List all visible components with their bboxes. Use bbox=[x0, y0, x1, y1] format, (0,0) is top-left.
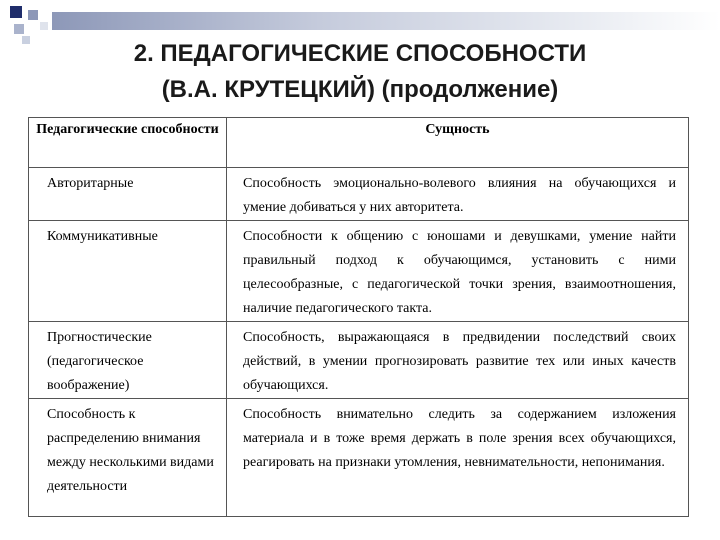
slide-title bbox=[60, 36, 660, 108]
ability-cell: Авторитарные bbox=[29, 168, 227, 221]
table-row bbox=[29, 399, 689, 517]
header-gradient-bar bbox=[52, 12, 720, 30]
decor-square bbox=[40, 22, 48, 30]
abilities-table bbox=[28, 117, 689, 517]
ability-cell: Коммуникативные bbox=[29, 221, 227, 322]
title-line-2: (В.А. КРУТЕЦКИЙ) (продолжение) bbox=[161, 76, 559, 103]
decor-square bbox=[22, 36, 30, 44]
title-line-1: 2. ПЕДАГОГИЧЕСКИЕ СПОСОБНОСТИ bbox=[133, 40, 587, 67]
essence-cell: Способность внимательно следить за содержанием изложения материала и в тоже время держать в поле зрения всех обучающихся, реагировать на признаки утомления, невнимательности, непонимания. bbox=[227, 399, 689, 517]
table-header-row bbox=[29, 118, 689, 168]
table-row bbox=[29, 221, 689, 322]
ability-cell: Способность к распределению внимания между несколькими видами деятельности bbox=[29, 399, 227, 517]
decor-square bbox=[14, 24, 24, 34]
ability-cell: Прогностические (педагогическое воображение) bbox=[29, 322, 227, 399]
column-header-abilities: Педагогические способности bbox=[29, 118, 227, 168]
table-row bbox=[29, 168, 689, 221]
essence-cell: Способность эмоционально-волевого влияния на обучающихся и умение добиваться у них авторитета. bbox=[227, 168, 689, 221]
column-header-essence: Сущность bbox=[227, 118, 689, 168]
essence-cell: Способности к общению с юношами и девушками, умение найти правильный подход к обучающимся, установить с ними целесообразные, с педагогической точки зрения, взаимоотношения, наличие педагогического такта. bbox=[227, 221, 689, 322]
decor-square bbox=[10, 6, 22, 18]
essence-cell: Способность, выражающаяся в предвидении последствий своих действий, в умении прогнозировать развитие тех или иных качеств обучающихся. bbox=[227, 322, 689, 399]
table-row bbox=[29, 322, 689, 399]
decor-square bbox=[28, 10, 38, 20]
